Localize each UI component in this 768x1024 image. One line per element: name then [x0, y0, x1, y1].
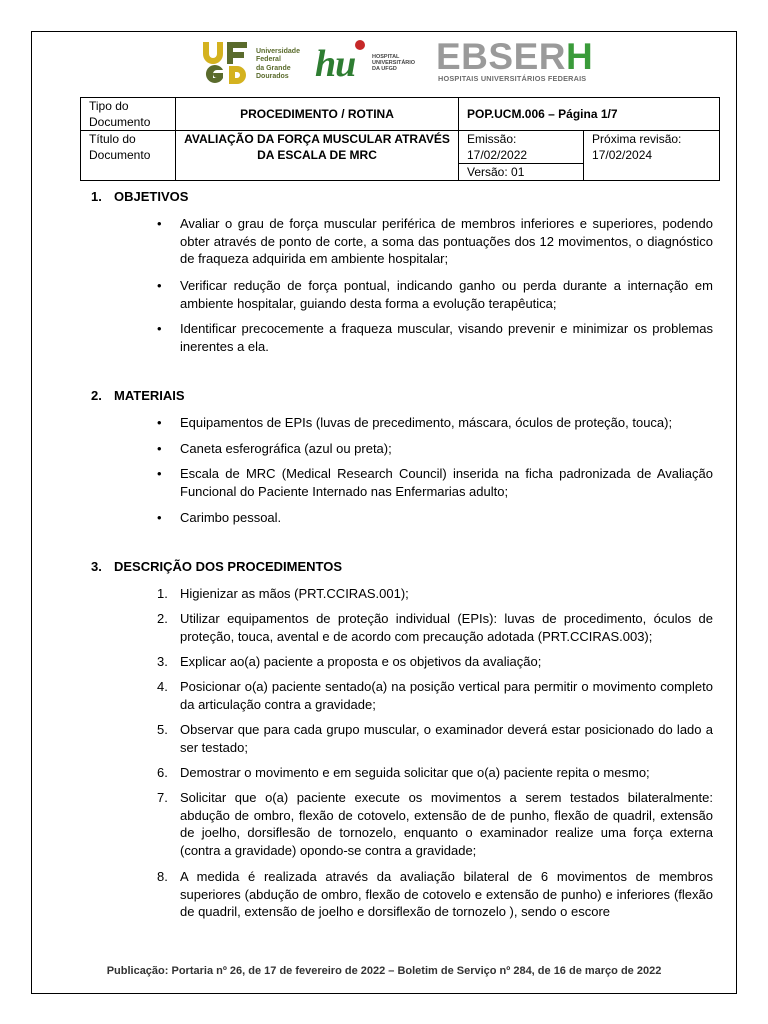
ufgd-logo-text: Universidade Federal da Grande Dourados — [256, 48, 300, 81]
ebserh-logo-subtitle: HOSPITAIS UNIVERSITÁRIOS FEDERAIS — [438, 74, 587, 83]
proxima-revisao-cell — [584, 131, 720, 181]
bullet-icon: • — [157, 278, 162, 293]
list-item: 7. Solicitar que o(a) paciente execute os movimentos a serem testados bilateralmente: abdução de ombro, flexão de cotovelo, extensão de de punho, flexão de quadril, extensão de joelho, dorsiflesão de tornozelo, enquanto o examinador realize uma força externa (contra a gravidade) opondo-se contra a gravidade; — [157, 790, 713, 858]
bullet-item: • Verificar redução de força pontual, indicando ganho ou perda durante a internação em ambiente hospitalar, guiando desta forma a evolução terapêutica; — [157, 278, 713, 311]
hu-logo-dot — [355, 40, 365, 50]
bullet-icon: • — [157, 216, 162, 231]
list-item: 2. Utilizar equipamentos de proteção individual (EPIs): luvas de procedimento, óculos de proteção, touca, avental e de acordo com precaução adotada (PRT.CCIRAS.003); — [157, 611, 713, 644]
ebserh-logo — [436, 36, 611, 88]
versao: Versão: 01 — [467, 165, 525, 179]
document-header-table — [80, 97, 720, 181]
document-code: POP.UCM.006 – Página 1/7 — [459, 98, 720, 131]
list-item: 5. Observar que para cada grupo muscular, o examinador deverá estar posicionado do lado a ser testado; — [157, 722, 713, 755]
list-item: 8. A medida é realizada através da avaliação bilateral de 6 movimentos de membros superiores (abdução de ombro, flexão de cotovelo e extensão de punho) e inferiores (flexão de quadril, extensão de joelho e dorsiflexão de tornozelo ), sendo o escore — [157, 869, 713, 920]
list-item: 3. Explicar ao(a) paciente a proposta e os objetivos da avaliação; — [157, 654, 542, 669]
titulo-label: Título do Documento — [81, 131, 176, 181]
bullet-item: • Caneta esferográfica (azul ou preta); — [157, 441, 392, 456]
bullet-item: • Carimbo pessoal. — [157, 510, 282, 525]
bullet-icon: • — [157, 466, 162, 481]
section-heading-materiais: 2. MATERIAIS — [91, 388, 185, 403]
section-heading-objetivos: 1. OBJETIVOS — [91, 189, 189, 204]
bullet-icon: • — [157, 321, 162, 336]
bullet-item: • Escala de MRC (Medical Research Council) inserida na ficha padronizada de Avaliação Funcional do Paciente Internado nas Enfermarias adulto; — [157, 466, 713, 499]
bullet-icon: • — [157, 415, 162, 430]
list-item: 1. Higienizar as mãos (PRT.CCIRAS.001); — [157, 586, 409, 601]
publication-footer: Publicação: Portaria nº 26, de 17 de fevereiro de 2022 – Boletim de Serviço nº 284, de 16 de março de 2022 — [106, 965, 662, 977]
hu-logo — [315, 40, 425, 88]
bullet-item: • Avaliar o grau de força muscular periférica de membros inferiores e superiores, podendo obter através de ponto de corte, a soma das pontuações dos 12 movimentos, o diagnóstico de fraqueza adquirida em ambiente hospitalar; — [157, 216, 713, 267]
emissao-versao-cell — [459, 131, 584, 181]
proxima-revisao-label: Próxima revisão: — [592, 132, 682, 146]
bullet-icon: • — [157, 510, 162, 525]
tipo-value: PROCEDIMENTO / ROTINA — [176, 98, 459, 131]
list-item: 6. Demostrar o movimento e em seguida solicitar que o(a) paciente repita o mesmo; — [157, 765, 650, 780]
bullet-item: • Equipamentos de EPIs (luvas de precedimento, máscara, óculos de proteção, touca); — [157, 415, 673, 430]
titulo-value: AVALIAÇÃO DA FORÇA MUSCULAR ATRAVÉS DA ESCALA DE MRC — [176, 131, 459, 181]
bullet-icon: • — [157, 441, 162, 456]
ebserh-logo-word: EBSERH — [436, 36, 594, 77]
list-item: 4. Posicionar o(a) paciente sentado(a) na posição vertical para permitir o movimento completo da articulação contra a gravidade; — [157, 679, 713, 712]
emissao-date: Emissão: 17/02/2022 — [459, 131, 583, 164]
ufgd-logo-mark — [201, 40, 253, 86]
ufgd-logo — [201, 40, 321, 88]
hu-logo-text: HOSPITAL UNIVERSITÁRIO DA UFGD — [372, 54, 416, 73]
tipo-label: Tipo do Documento — [81, 98, 176, 131]
hu-logo-mark: hu — [315, 43, 356, 85]
proxima-revisao-date: 17/02/2024 — [592, 148, 653, 162]
section-heading-descricao: 3. DESCRIÇÃO DOS PROCEDIMENTOS — [91, 559, 343, 574]
bullet-item: • Identificar precocemente a fraqueza muscular, visando prevenir e minimizar os problemas inerentes a ela. — [157, 321, 713, 354]
